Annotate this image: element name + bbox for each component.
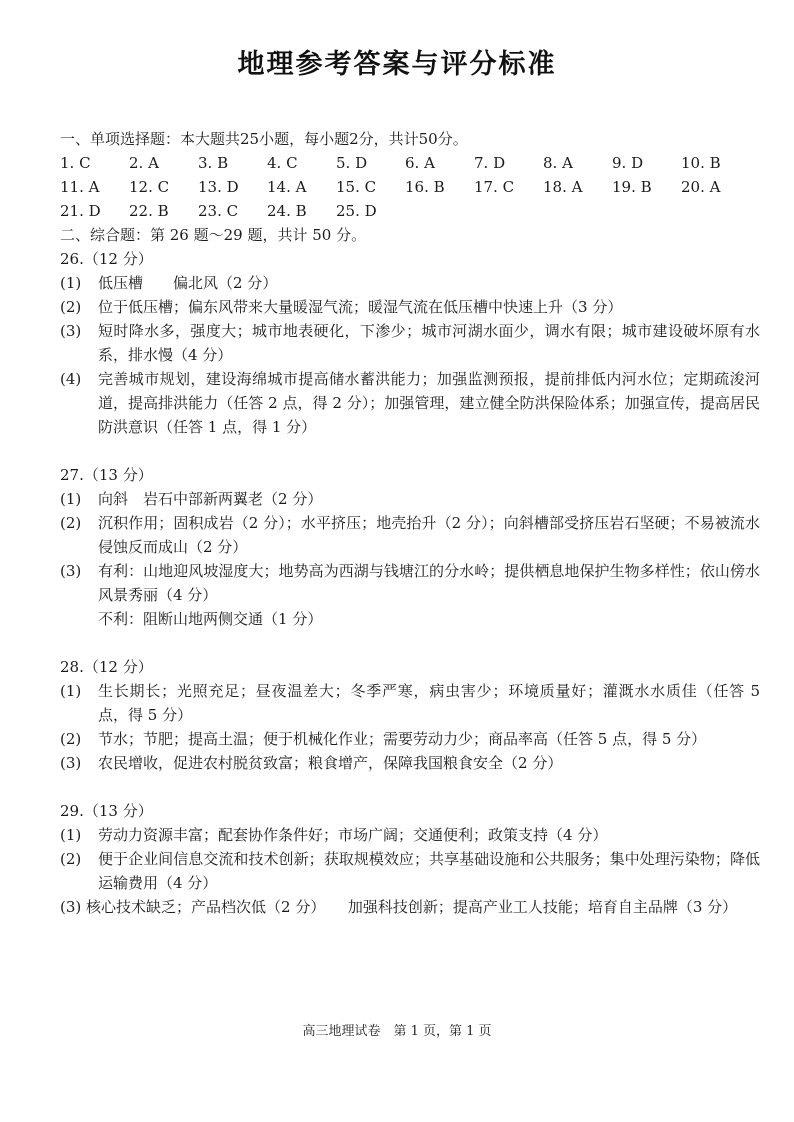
spacer	[60, 631, 760, 655]
page-footer: 高三地理试卷 第 1 页，第 1 页	[302, 1024, 492, 1039]
answer-content	[60, 127, 760, 919]
answer-item: 15. C	[336, 178, 377, 196]
q28-header: 28.（12 分）	[60, 658, 153, 676]
answer-item: 12. C	[129, 178, 170, 196]
item-number: (1)	[60, 490, 82, 508]
answer-item: 20. A	[681, 178, 721, 196]
item-text: 低压槽 偏北风（2 分）	[98, 274, 278, 292]
q28-item-2	[60, 727, 760, 751]
answer-item: 7. D	[474, 154, 506, 172]
answer-item: 19. B	[612, 178, 652, 196]
answer-item: 1. C	[60, 154, 91, 172]
answer-item: 18. A	[543, 178, 583, 196]
item-text: 节水；节肥；提高土温；便于机械化作业；需要劳动力少；商品率高（任答 5 点，得 5 分）	[98, 730, 707, 748]
answer-item: 14. A	[267, 178, 307, 196]
answer-item: 8. A	[543, 154, 573, 172]
q27-header: 27.（13 分）	[60, 466, 153, 484]
q27-extra-line: 不利：阻断山地两侧交通（1 分）	[98, 610, 323, 628]
q29-item-2	[60, 847, 760, 895]
q27-item-2	[60, 511, 760, 559]
answer-item: 9. D	[612, 154, 644, 172]
q26-item-2	[60, 295, 760, 319]
answer-item: 2. A	[129, 154, 159, 172]
answers-row-2	[60, 175, 760, 199]
answers-row-3	[60, 199, 760, 223]
answer-item: 16. B	[405, 178, 445, 196]
answer-item: 11. A	[60, 178, 100, 196]
q28-item-3	[60, 751, 760, 775]
item-text: 生长期长；光照充足；昼夜温差大；冬季严寒，病虫害少；环境质量好；灌溉水水质佳（任答 5 点，得 5 分）	[98, 682, 760, 724]
q27-item-3	[60, 559, 760, 607]
answer-item: 10. B	[681, 154, 721, 172]
item-number: (1)	[60, 682, 82, 700]
answer-item: 6. A	[405, 154, 435, 172]
item-text: 向斜 岩石中部新两翼老（2 分）	[98, 490, 323, 508]
q26-item-1	[60, 271, 760, 295]
item-number: (2)	[60, 298, 82, 316]
answer-item: 23. C	[198, 202, 239, 220]
answers-row-1	[60, 151, 760, 175]
q29-item-3: (3) 核心技术缺乏；产品档次低（2 分） 加强科技创新；提高产业工人技能；培育自主品牌（3 分）	[60, 898, 738, 916]
item-number: (4)	[60, 370, 82, 388]
item-text: 劳动力资源丰富；配套协作条件好；市场广阔；交通便利；政策支持（4 分）	[98, 826, 608, 844]
item-text: 完善城市规划，建设海绵城市提高储水蓄洪能力；加强监测预报，提前排低内河水位；定期疏浚河道，提高排洪能力（任答 2 点，得 2 分）；加强管理，建立健全防洪保险体系；加强宣传，提高居民防洪意识（任答 1 点，得 1 分）	[98, 370, 760, 436]
q29-item-1	[60, 823, 760, 847]
answer-item: 4. C	[267, 154, 298, 172]
item-number: (3)	[60, 322, 82, 340]
item-number: (3)	[60, 754, 82, 772]
spacer	[60, 775, 760, 799]
item-text: 沉积作用；固积成岩（2 分）；水平挤压；地壳抬升（2 分）；向斜槽部受挤压岩石坚硬；不易被流水侵蚀反而成山（2 分）	[98, 514, 760, 556]
answer-item: 13. D	[198, 178, 239, 196]
q29-header: 29.（13 分）	[60, 802, 153, 820]
q26-item-3	[60, 319, 760, 367]
item-number: (2)	[60, 730, 82, 748]
item-number: (2)	[60, 850, 82, 868]
item-number: (1)	[60, 274, 82, 292]
section1-header: 一、单项选择题：本大题共25小题，每小题2分，共计50分。	[60, 130, 468, 148]
item-number: (2)	[60, 514, 82, 532]
q28-item-1	[60, 679, 760, 727]
item-text: 农民增收，促进农村脱贫致富；粮食增产，保障我国粮食安全（2 分）	[98, 754, 563, 772]
page-title: 地理参考答案与评分标准	[237, 49, 557, 80]
item-number: (3)	[60, 562, 82, 580]
answer-item: 25. D	[336, 202, 377, 220]
item-text: 短时降水多，强度大；城市地表硬化，下渗少；城市河湖水面少，调水有限；城市建设破坏原有水系，排水慢（4 分）	[98, 322, 760, 364]
answer-item: 21. D	[60, 202, 101, 220]
answer-item: 24. B	[267, 202, 307, 220]
q26-header: 26.（12 分）	[60, 250, 153, 268]
item-text: 有利：山地迎风坡湿度大；地势高为西湖与钱塘江的分水岭；提供栖息地保护生物多样性；依山傍水风景秀丽（4 分）	[98, 562, 760, 604]
answer-item: 22. B	[129, 202, 169, 220]
answer-item: 5. D	[336, 154, 368, 172]
spacer	[60, 439, 760, 463]
answer-item: 17. C	[474, 178, 515, 196]
q27-item-1	[60, 487, 760, 511]
item-text: 位于低压槽；偏东风带来大量暖湿气流；暖湿气流在低压槽中快速上升（3 分）	[98, 298, 623, 316]
q26-item-4	[60, 367, 760, 439]
answer-item: 3. B	[198, 154, 229, 172]
section2-header: 二、综合题：第 26 题～29 题，共计 50 分。	[60, 226, 367, 244]
item-number: (1)	[60, 826, 82, 844]
item-text: 便于企业间信息交流和技术创新；获取规模效应；共享基础设施和公共服务；集中处理污染物；降低运输费用（4 分）	[98, 850, 760, 892]
